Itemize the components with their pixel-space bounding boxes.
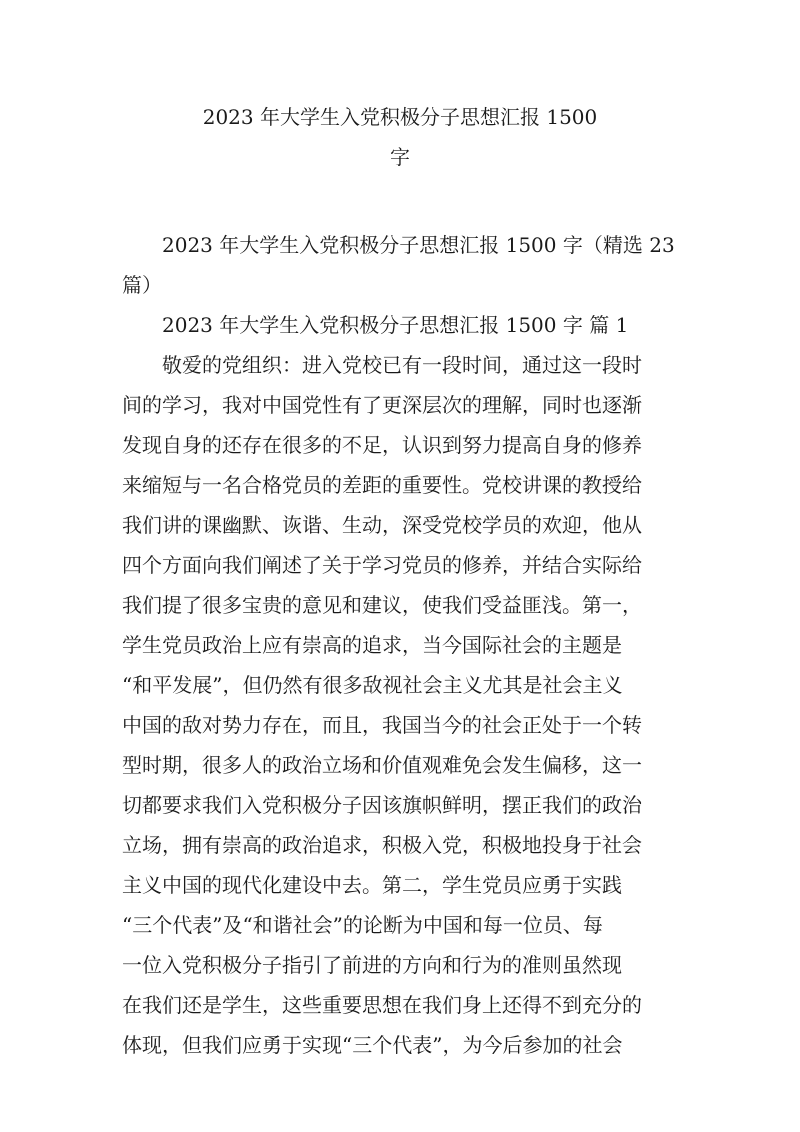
document-body [122, 225, 688, 1065]
paragraph-line: 主义中国的现代化建设中去。第二，学生党员应勇于实践 [122, 873, 622, 897]
subtitle-line: 2023 年大学生入党积极分子思想汇报 1500 字（精选 23 [162, 233, 675, 257]
paragraph-line: 发现自身的还存在很多的不足，认识到努力提高自身的修养 [122, 433, 642, 457]
paragraph-line: 我们提了很多宝贵的意见和建议，使我们受益匪浅。第一， [122, 593, 642, 617]
paragraph-line: 立场，拥有崇高的政治追求，积极入党，积极地投身于社会 [122, 833, 642, 857]
paragraph-line: 我们讲的课幽默、诙谐、生动，深受党校学员的欢迎，他从 [122, 513, 642, 537]
paragraph-line: 敬爱的党组织：进入党校已有一段时间，通过这一段时 [162, 353, 642, 377]
title-line: 2023 年大学生入党积极分子思想汇报 1500 [202, 105, 598, 129]
paragraph-line: 中国的敌对势力存在，而且，我国当今的社会正处于一个转 [122, 713, 642, 737]
paragraph-line: 来缩短与一名合格党员的差距的重要性。党校讲课的教授给 [122, 473, 642, 497]
subtitle-line: 篇） [122, 273, 162, 297]
paragraph-line: “三个代表”及“和谐社会”的论断为中国和每一位员、每 [122, 913, 603, 937]
section-heading: 2023 年大学生入党积极分子思想汇报 1500 字 篇 1 [162, 313, 629, 337]
paragraph-line: 型时期，很多人的政治立场和价值观难免会发生偏移，这一 [122, 753, 642, 777]
paragraph-line: 体现，但我们应勇于实现“三个代表”，为今后参加的社会 [122, 1033, 623, 1057]
paragraph-line: 切都要求我们入党积极分子因该旗帜鲜明，摆正我们的政治 [122, 793, 642, 817]
title-line: 字 [390, 145, 410, 169]
paragraph-line: 一位入党积极分子指引了前进的方向和行为的准则虽然现 [122, 953, 622, 977]
paragraph-line: 在我们还是学生，这些重要思想在我们身上还得不到充分的 [122, 993, 642, 1017]
document-title [100, 97, 700, 177]
paragraph-line: 间的学习，我对中国党性有了更深层次的理解，同时也逐渐 [122, 393, 642, 417]
paragraph-line: “和平发展”，但仍然有很多敌视社会主义尤其是社会主义 [122, 673, 623, 697]
paragraph-line: 学生党员政治上应有崇高的追求，当今国际社会的主题是 [122, 633, 622, 657]
paragraph-line: 四个方面向我们阐述了关于学习党员的修养，并结合实际给 [122, 553, 642, 577]
